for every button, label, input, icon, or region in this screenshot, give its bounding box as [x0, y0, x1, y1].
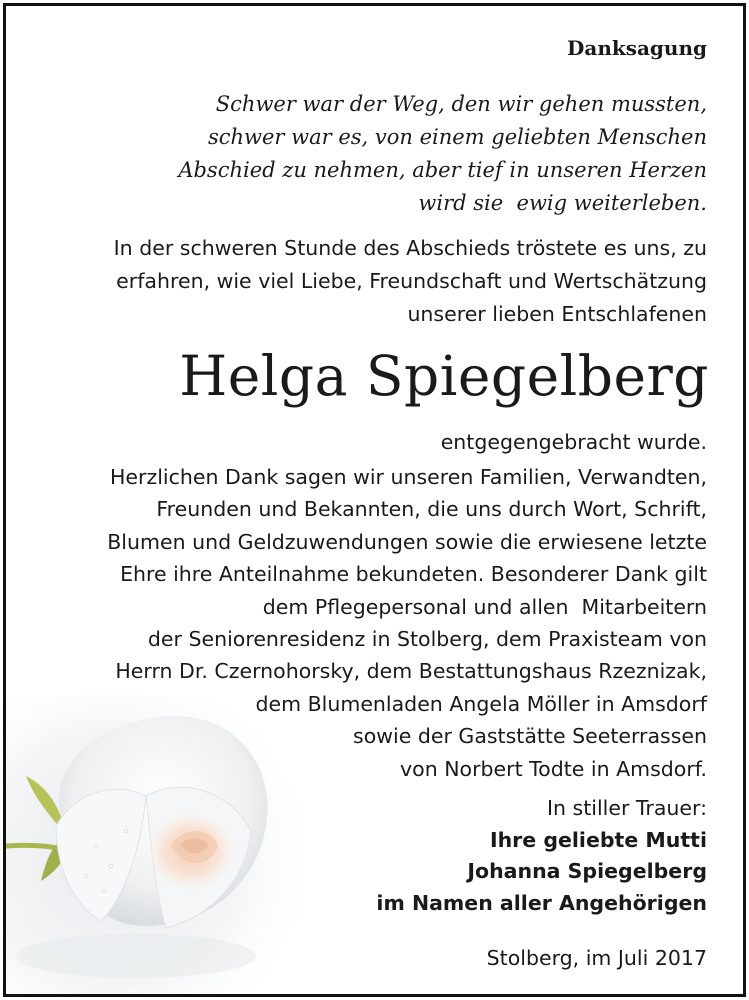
- poem-line: schwer war es, von einem geliebten Menschen: [207, 125, 707, 149]
- poem: [178, 88, 707, 220]
- mourning-line: Johanna Spiegelberg: [467, 859, 707, 883]
- mourning-line: im Namen aller Angehörigen: [376, 890, 707, 915]
- thanks-line: sowie der Gaststätte Seeterrassen: [353, 724, 707, 749]
- intro-line: erfahren, wie viel Liebe, Freundschaft und Wertschätzung: [116, 269, 707, 293]
- thanks-text: [107, 461, 707, 785]
- poem-line: Schwer war der Weg, den wir gehen mussten,: [215, 92, 707, 116]
- poem-line: wird sie ewig weiterleben.: [418, 191, 707, 215]
- thanks-line: Freunden und Bekannten, die uns durch Wort, Schrift,: [156, 497, 707, 522]
- poem-line: Abschied zu nehmen, aber tief in unseren Herzen: [178, 158, 707, 182]
- after-name-text: entgegengebracht wurde.: [440, 430, 707, 454]
- place-date: Stolberg, im Juli 2017: [486, 946, 707, 970]
- intro-text: [114, 232, 707, 331]
- mourning-signature: [376, 793, 707, 919]
- thanks-line: dem Pflegepersonal und allen Mitarbeitern: [262, 594, 707, 619]
- mourning-line: Ihre geliebte Mutti: [489, 827, 707, 852]
- obituary-card: [3, 3, 746, 997]
- thanks-line: von Norbert Todte in Amsdorf.: [400, 756, 707, 781]
- intro-line: unserer lieben Entschlafenen: [407, 302, 707, 326]
- thanks-line: Ehre ihre Anteilnahme bekundeten. Besonderer Dank gilt: [120, 562, 707, 587]
- heading: Danksagung: [567, 36, 707, 60]
- deceased-name: Helga Spiegelberg: [179, 344, 709, 408]
- thanks-line: Blumen und Geldzuwendungen sowie die erwiesene letzte: [107, 529, 707, 554]
- thanks-line: dem Blumenladen Angela Möller in Amsdorf: [255, 691, 707, 716]
- mourning-intro: In stiller Trauer:: [547, 796, 707, 820]
- intro-line: In der schweren Stunde des Abschieds tröstete es uns, zu: [113, 236, 707, 260]
- thanks-line: Herzlichen Dank sagen wir unseren Familien, Verwandten,: [109, 465, 707, 489]
- thanks-line: Herrn Dr. Czernohorsky, dem Bestattungshaus Rzeznizak,: [115, 659, 707, 684]
- thanks-line: der Seniorenresidenz in Stolberg, dem Praxisteam von: [147, 627, 707, 652]
